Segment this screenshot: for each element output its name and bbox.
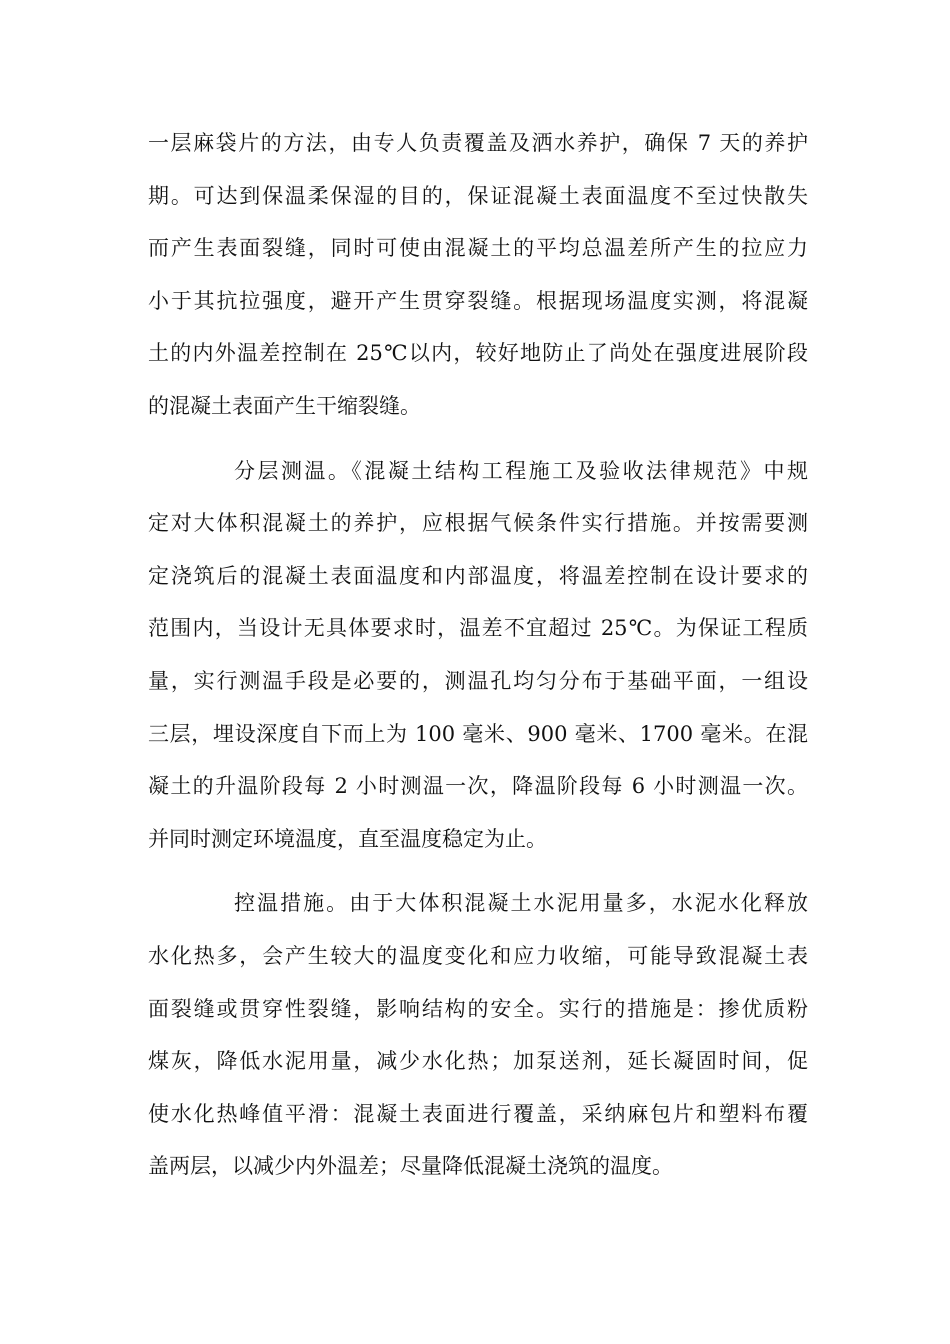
- text-line: 而产生表面裂缝，同时可使由混凝土的平均总温差所产生的拉应力: [148, 236, 808, 261]
- text-line: 量，实行测温手段是必要的，测温孔均匀分布于基础平面，一组设: [148, 668, 808, 693]
- text-line: 范围内，当设计无具体要求时，温差不宜超过 25℃。为保证工程质: [148, 616, 808, 641]
- text-line: 凝土的升温阶段每 2 小时测温一次，降温阶段每 6 小时测温一次。: [148, 774, 808, 799]
- text-line: 盖两层，以减少内外温差；尽量降低混凝土浇筑的温度。: [148, 1154, 673, 1179]
- text-line: 煤灰，降低水泥用量，减少水化热；加泵送剂，延长凝固时间，促: [148, 1049, 808, 1074]
- text-line: 水化热多，会产生较大的温度变化和应力收缩，可能导致混凝土表: [148, 943, 808, 968]
- text-line: 定浇筑后的混凝土表面温度和内部温度，将温差控制在设计要求的: [148, 563, 808, 588]
- text-line: 面裂缝或贯穿性裂缝，影响结构的安全。实行的措施是：掺优质粉: [148, 996, 808, 1021]
- text-line: 期。可达到保温柔保湿的目的，保证混凝土表面温度不至过快散失: [148, 183, 808, 208]
- text-line: 土的内外温差控制在 25℃以内，较好地防止了尚处在强度进展阶段: [148, 341, 808, 366]
- document-body: [148, 117, 808, 1193]
- text-line: 三层，埋设深度自下而上为 100 毫米、900 毫米、1700 毫米。在混: [148, 721, 808, 746]
- text-line: 并同时测定环境温度，直至温度稳定为止。: [148, 826, 547, 851]
- text-line: 一层麻袋片的方法，由专人负责覆盖及洒水养护，确保 7 天的养护: [148, 131, 808, 155]
- text-line: 分层测温。《混凝土结构工程施工及验收法律规范》中规: [234, 458, 808, 483]
- paragraph-temperature-control-measures: [148, 877, 808, 1193]
- text-line: 的混凝土表面产生干缩裂缝。: [148, 393, 421, 418]
- text-line: 使水化热峰值平滑：混凝土表面进行覆盖，采纳麻包片和塑料布覆: [148, 1101, 808, 1126]
- paragraph-layered-temperature-measurement: [148, 445, 808, 866]
- text-line: 定对大体积混凝土的养护，应根据气候条件实行措施。并按需要测: [148, 511, 808, 536]
- text-line: 小于其抗拉强度，避开产生贯穿裂缝。根据现场温度实测，将混凝: [148, 288, 808, 313]
- text-line: 控温措施。由于大体积混凝土水泥用量多，水泥水化释放: [234, 891, 808, 916]
- paragraph-curing: [148, 117, 808, 433]
